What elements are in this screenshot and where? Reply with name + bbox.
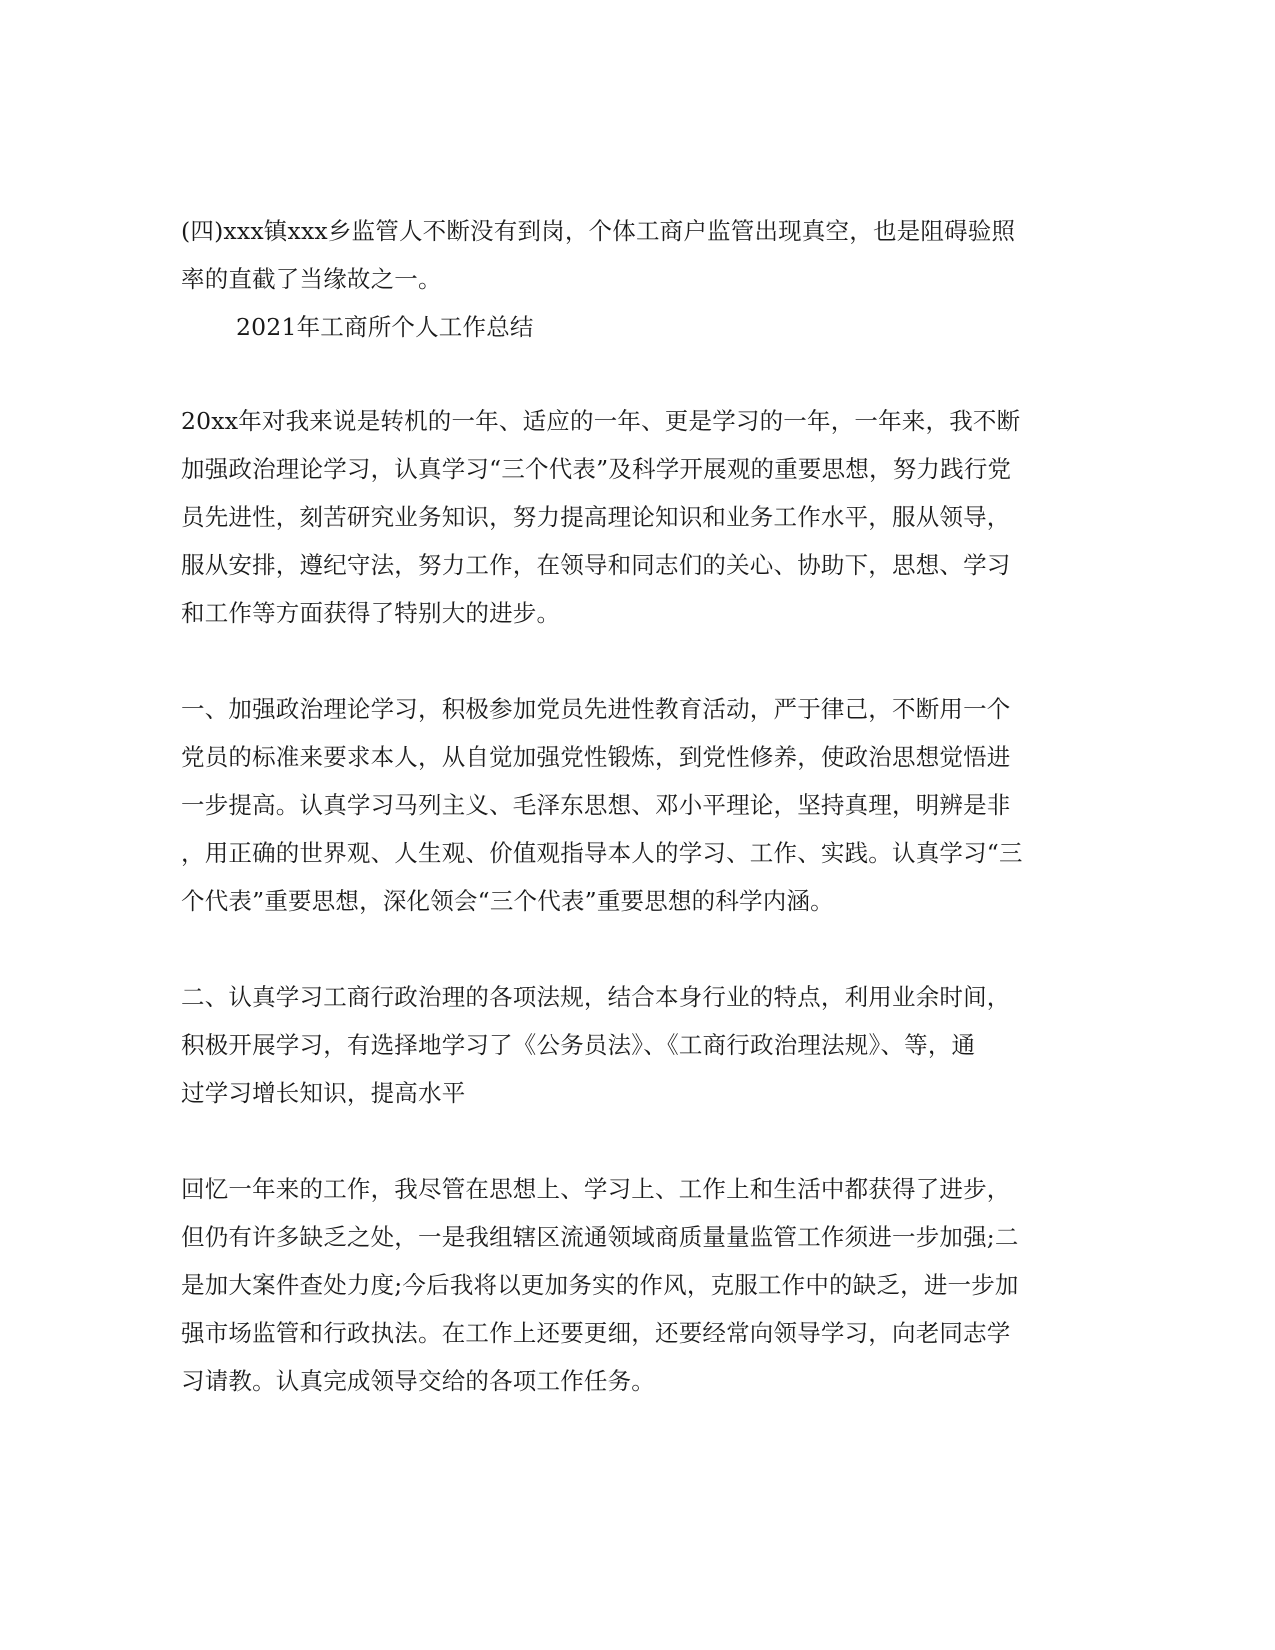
paragraph-gap [181,925,1081,973]
text-line: 党员的标准来要求本人，从自觉加强党性锻炼，到党性修养，使政治思想觉悟进 [181,743,1011,771]
text-line: 是加大案件查处力度;今后我将以更加务实的作风，克服工作中的缺乏，进一步加 [181,1271,1019,1299]
paragraph-1 [181,397,1081,637]
text-line: 积极开展学习，有选择地学习了《公务员法》、《工商行政治理法规》、等，通 [181,1031,976,1059]
paragraph-gap [181,637,1081,685]
text-line: 回忆一年来的工作，我尽管在思想上、学习上、工作上和生活中都获得了进步， [181,1175,1011,1203]
text-line: 服从安排，遵纪守法，努力工作，在领导和同志们的关心、协助下，思想、学习 [181,551,1011,579]
text-line: 强市场监管和行政执法。在工作上还要更细，还要经常向领导学习，向老同志学 [181,1319,1011,1347]
text-line: 过学习增长知识，提高水平 [181,1079,466,1107]
paragraph-gap [181,1117,1081,1165]
text-line: 但仍有许多缺乏之处，一是我组辖区流通领域商质量量监管工作须进一步加强;二 [181,1223,1019,1251]
text-line: 习请教。认真完成领导交给的各项工作任务。 [181,1367,655,1395]
text-line: 个代表”重要思想，深化领会“三个代表”重要思想的科学内涵。 [181,887,834,915]
text-line: 一、加强政治理论学习，积极参加党员先进性教育活动，严于律己，不断用一个 [181,695,1011,723]
text-line: 二、认真学习工商行政治理的各项法规，结合本身行业的特点，利用业余时间， [181,983,1011,1011]
paragraph-gap [181,351,1081,397]
paragraph-3 [181,973,1081,1117]
text-line: 一步提高。认真学习马列主义、毛泽东思想、邓小平理论，坚持真理，明辨是非 [181,791,1011,819]
paragraph-4 [181,1165,1081,1405]
title-text: 2021年工商所个人工作总结 [236,313,534,341]
paragraph-intro [181,207,1081,303]
text-line: 20xx年对我来说是转机的一年、适应的一年、更是学习的一年，一年来，我不断 [181,407,1021,435]
document-title [181,303,1081,351]
document-body [181,207,1081,1405]
text-line: 率的直截了当缘故之一。 [181,265,442,293]
paragraph-2 [181,685,1081,925]
text-line: 员先进性，刻苦研究业务知识，努力提高理论知识和业务工作水平，服从领导， [181,503,1011,531]
text-line: 和工作等方面获得了特别大的进步。 [181,599,561,627]
text-line: 加强政治理论学习，认真学习“三个代表”及科学开展观的重要思想，努力践行党 [181,455,1012,483]
text-line: ，用正确的世界观、人生观、价值观指导本人的学习、工作、实践。认真学习“三 [181,839,1023,867]
text-line: (四)xxx镇xxx乡监管人不断没有到岗，个体工商户监管出现真空，也是阻碍验照 [181,217,1016,245]
